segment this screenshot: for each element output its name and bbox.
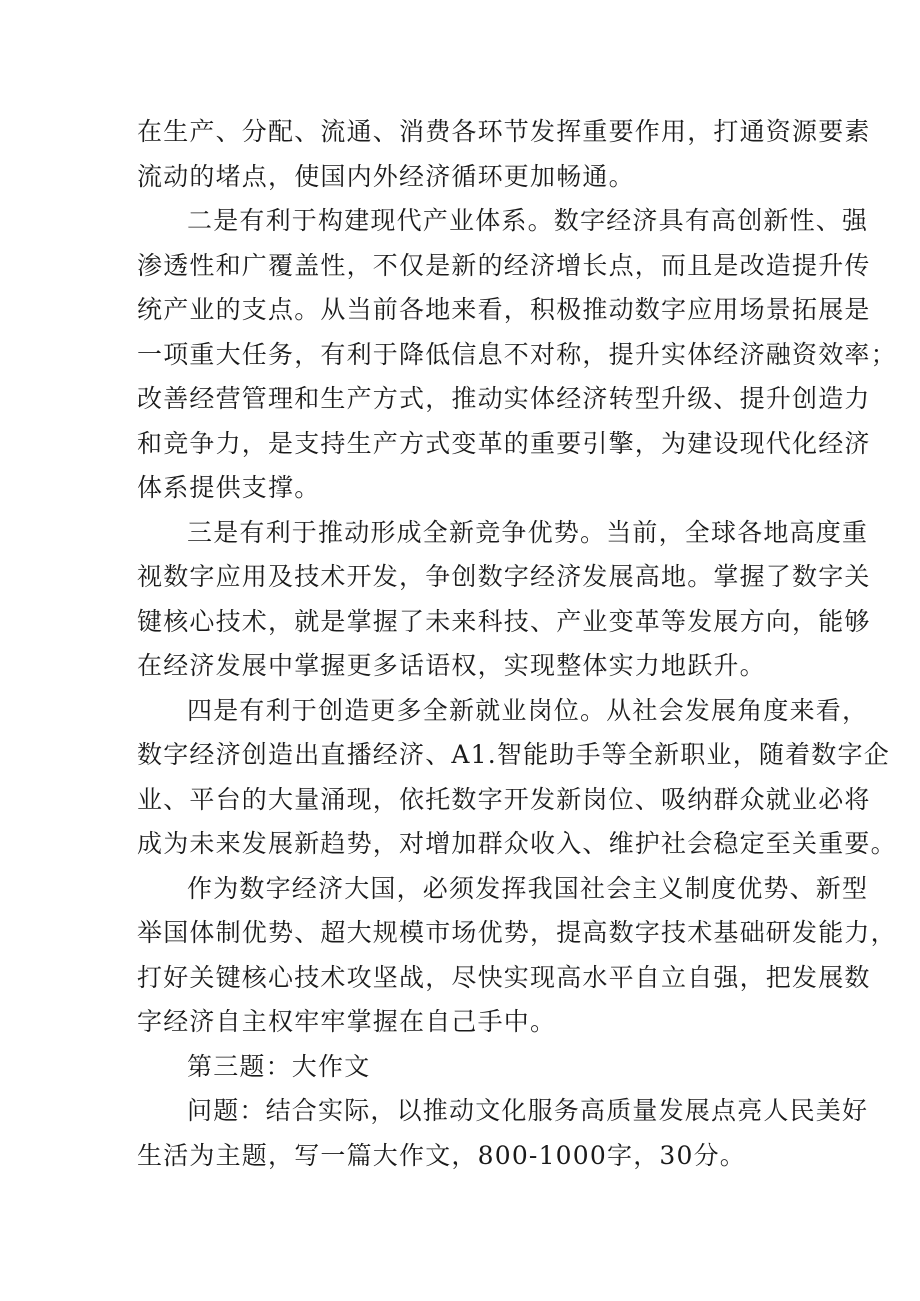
text-line: 统产业的支点。从当前各地来看，积极推动数字应用场景拓展是 (137, 295, 871, 324)
text-line: 渗透性和广覆盖性，不仅是新的经济增长点，而且是改造提升传 (137, 250, 871, 280)
text-line: 作为数字经济大国，必须发挥我国社会主义制度优势、新型 (187, 873, 869, 903)
document-body (137, 110, 897, 1178)
text-line: 第三题：大作文 (187, 1051, 371, 1081)
text-line: 打好关键核心技术攻坚战，尽快实现高水平自立自强，把发展数 (137, 962, 871, 992)
text-line: 二是有利于构建现代产业体系。数字经济具有高创新性、强 (187, 206, 869, 235)
text-line: 流动的堵点，使国内外经济循环更加畅通。 (137, 161, 635, 191)
text-line: 字经济自主权牢牢掌握在自己手中。 (137, 1007, 557, 1036)
text-line: 体系提供支撑。 (137, 473, 321, 502)
text-line: 一项重大任务，有利于降低信息不对称，提升实体经济融资效率； (137, 339, 897, 369)
text-line: 举国体制优势、超大规模市场优势，提高数字技术基础研发能力， (137, 918, 897, 947)
text-line: 在生产、分配、流通、消费各环节发挥重要作用，打通资源要素 (137, 117, 871, 146)
text-line: 键核心技术，就是掌握了未来科技、产业变革等发展方向，能够 (137, 606, 871, 636)
text-line: 视数字应用及技术开发，争创数字经济发展高地。掌握了数字关 (137, 562, 871, 591)
text-line: 在经济发展中掌握更多话语权，实现整体实力地跃升。 (137, 651, 766, 680)
text-line: 业、平台的大量涌现，依托数字开发新岗位、吸纳群众就业必将 (137, 784, 871, 814)
text-line: 和竞争力，是支持生产方式变革的重要引擎，为建设现代化经济 (137, 428, 871, 458)
text-line: 生活为主题，写一篇大作文，800-1000字，30分。 (137, 1140, 747, 1170)
text-line: 数字经济创造出直播经济、A1.智能助手等全新职业，随着数字企 (137, 740, 890, 769)
text-line: 改善经营管理和生产方式，推动实体经济转型升级、提升创造力 (137, 384, 871, 413)
text-line: 问题：结合实际，以推动文化服务高质量发展点亮人民美好 (187, 1096, 869, 1125)
text-line: 四是有利于创造更多全新就业岗位。从社会发展角度来看， (187, 695, 869, 725)
text-line: 三是有利于推动形成全新竞争优势。当前，全球各地高度重 (187, 517, 869, 547)
text-line: 成为未来发展新趋势，对增加群众收入、维护社会稳定至关重要。 (137, 829, 897, 858)
